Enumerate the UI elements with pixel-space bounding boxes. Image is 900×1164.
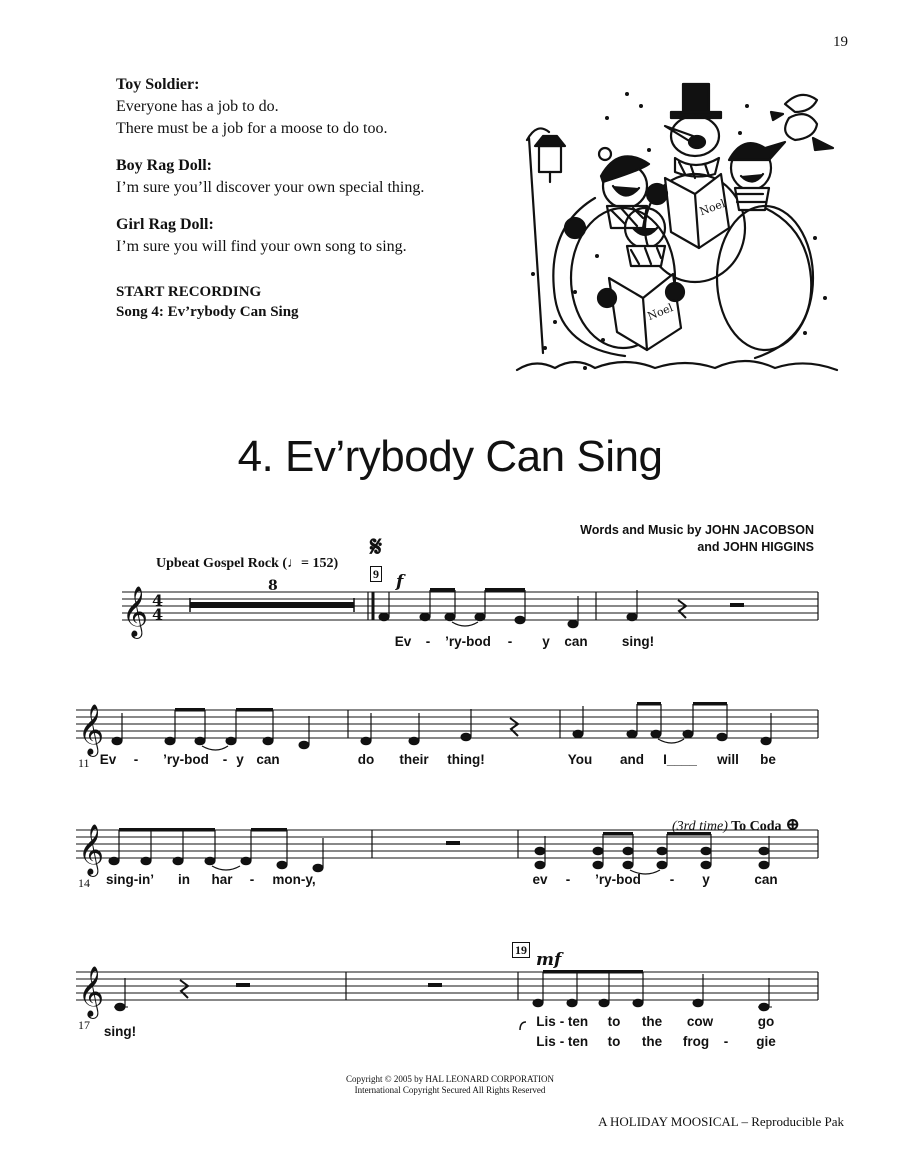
- note: [420, 613, 430, 621]
- lyric-syllable: y: [236, 752, 244, 767]
- lyric-syllable: and: [619, 752, 645, 767]
- book-label: Noel: [697, 196, 727, 219]
- coda-direction: [672, 814, 800, 835]
- quarter-rest: [678, 600, 686, 618]
- recording-line: Song 4: Ev’rybody Can Sing: [116, 304, 299, 320]
- lyric-hyphen: -: [507, 634, 513, 649]
- song-title: 4. Ev’rybody Can Sing: [237, 432, 663, 481]
- staff-system-2: [0, 680, 900, 760]
- lyric-syllable: I____: [663, 752, 697, 767]
- coda-prefix: (3rd time): [672, 819, 728, 834]
- lyric-syllable: can: [564, 634, 588, 649]
- lyric-hyphen: -: [222, 752, 228, 767]
- speaker-name: Girl Rag Doll:: [116, 216, 214, 233]
- lyric-hyphen: -: [249, 872, 255, 887]
- lyric-syllable: will: [717, 752, 739, 767]
- lyric-syllable: cow: [686, 1014, 714, 1029]
- page-footer: A HOLIDAY MOOSICAL – Reproducible Pak: [598, 1114, 844, 1129]
- speaker-name: Toy Soldier:: [116, 76, 200, 93]
- lyric-syllable: ten: [567, 1034, 589, 1049]
- recording-cue: [116, 282, 496, 322]
- lyric-syllable: Lis: [536, 1034, 556, 1049]
- lyric-hyphen: -: [559, 1034, 565, 1049]
- snowmen-carolers-illustration: [515, 78, 840, 378]
- copyright-line: Copyright © 2005 by HAL LEONARD CORPORATION: [345, 1074, 554, 1084]
- note: [627, 613, 637, 621]
- lyric-syllable: to: [607, 1034, 621, 1049]
- dynamic-forte: f: [396, 572, 404, 592]
- lyric-syllable: to: [607, 1014, 621, 1029]
- bird: [785, 95, 817, 112]
- lyric-syllable: y: [542, 634, 550, 649]
- treble-clef: 𝄞: [122, 586, 149, 637]
- measure-number: 14: [78, 876, 90, 890]
- lyric-hyphen: -: [669, 872, 675, 887]
- notes: [114, 970, 772, 1011]
- lyric-hyphen: -: [425, 634, 431, 649]
- treble-clef: 𝄞: [78, 966, 105, 1017]
- lantern: [539, 146, 561, 172]
- note: [379, 613, 389, 621]
- note: [568, 620, 578, 628]
- lyric-syllable: their: [399, 752, 429, 767]
- notes: [112, 702, 771, 750]
- lyric-syllable: sing!: [621, 634, 655, 649]
- multimeasure-rest: [190, 598, 354, 612]
- credits-line: Words and Music by JOHN JACOBSON: [580, 523, 814, 537]
- treble-clef: 𝄞: [78, 704, 105, 755]
- lyric-syllable: the: [641, 1014, 663, 1029]
- time-signature-bottom: 4: [152, 605, 164, 624]
- dialogue-line: I’m sure you will find your own song to sing.: [116, 238, 407, 255]
- note: [475, 613, 485, 621]
- rehearsal-mark-9: 9: [370, 566, 382, 582]
- coda-symbol: ⊕: [785, 814, 801, 834]
- lyric-syllable: can: [256, 752, 280, 767]
- dynamic-mezzo-forte: mf: [536, 950, 562, 970]
- book-label: Noel: [645, 301, 675, 324]
- dialogue-block: [116, 74, 496, 140]
- lyric-syllable: be: [760, 752, 776, 767]
- notes: [379, 588, 744, 628]
- lyric-syllable: Ev: [394, 634, 412, 649]
- lyric-syllable: har: [211, 872, 233, 887]
- dialogue-block: [116, 155, 496, 199]
- rehearsal-mark-19: 19: [512, 942, 530, 958]
- copyright-notice: [0, 1074, 900, 1096]
- measure-number: 11: [78, 756, 90, 770]
- dialogue-line: Everyone has a job to do.: [116, 98, 279, 115]
- time-signature-top: 4: [152, 591, 164, 610]
- lyric-syllable: Lis: [536, 1014, 556, 1029]
- lyric-syllable: do: [357, 752, 375, 767]
- coda-text: To Coda: [731, 819, 782, 834]
- staff-lines: [76, 710, 818, 738]
- top-hat: [683, 84, 709, 114]
- credits-line: and JOHN HIGGINS: [697, 540, 814, 554]
- lyric-hyphen: -: [565, 872, 571, 887]
- recording-line: START RECORDING: [116, 284, 262, 300]
- half-rest: [730, 603, 744, 607]
- lamp-post: [529, 138, 543, 353]
- lyric-syllable: sing!: [103, 1024, 137, 1039]
- lyric-syllable: ’ry-bod: [445, 634, 491, 649]
- lyric-syllable: the: [641, 1034, 663, 1049]
- lyric-hyphen: -: [559, 1014, 565, 1029]
- lyric-syllable: in: [178, 872, 190, 887]
- lyric-syllable: can: [754, 872, 778, 887]
- lyric-hyphen: -: [133, 752, 139, 767]
- lyric-syllable: ev: [532, 872, 548, 887]
- lyric-hyphen: -: [723, 1034, 729, 1049]
- segno-sign: 𝄋: [370, 532, 383, 563]
- lyric-syllable: You: [567, 752, 593, 767]
- lyric-syllable: y: [702, 872, 710, 887]
- song-credits: [580, 522, 814, 556]
- lyric-syllable: sing-in’: [106, 872, 154, 887]
- lyric-syllable: gie: [756, 1034, 776, 1049]
- lyric-syllable: Ev: [99, 752, 117, 767]
- lyric-syllable: ’ry-bod: [595, 872, 641, 887]
- lyric-syllable: thing!: [447, 752, 485, 767]
- dialogue-section: [116, 74, 496, 322]
- multirest-count: 8: [268, 578, 278, 594]
- lyric-syllable: ten: [567, 1014, 589, 1029]
- note: [515, 616, 525, 624]
- lyric-syllable: go: [757, 1014, 775, 1029]
- staff-system-3: [0, 800, 900, 880]
- dialogue-line: There must be a job for a moose to do too.: [116, 120, 388, 137]
- treble-clef: 𝄞: [78, 824, 105, 875]
- page-number: 19: [833, 34, 848, 50]
- dialogue-line: I’m sure you’ll discover your own special thing.: [116, 179, 425, 196]
- lyric-syllable: mon-y,: [272, 872, 316, 887]
- lyric-syllable: frog: [682, 1034, 710, 1049]
- speaker-name: Boy Rag Doll:: [116, 157, 212, 174]
- copyright-line: International Copyright Secured All Rights Reserved: [354, 1085, 546, 1095]
- lyric-syllable: ’ry-bod: [163, 752, 209, 767]
- verse-brace: [516, 1022, 526, 1030]
- measure-number: 17: [78, 1018, 90, 1032]
- tempo-marking: Upbeat Gospel Rock (♩= 152): [156, 556, 339, 571]
- dialogue-block: [116, 214, 496, 258]
- note: [445, 613, 455, 621]
